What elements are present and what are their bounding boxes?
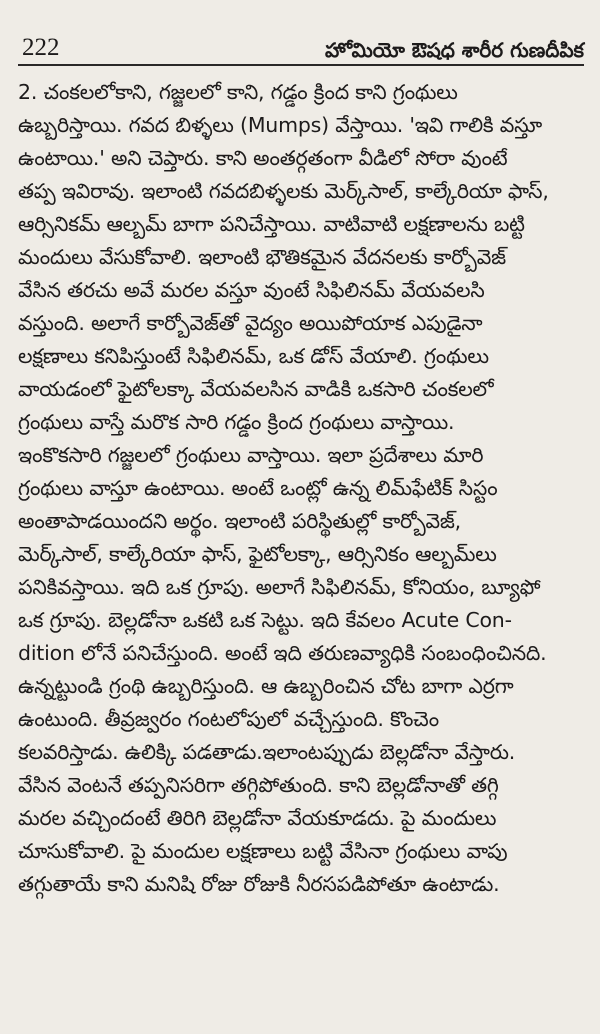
page-header bbox=[18, 22, 584, 66]
text-line: ఇంకొకసారి గజ్జలలో గ్రంథులు వాస్తాయి. ఇలా ప్రదేశాలు మారి bbox=[18, 443, 484, 467]
text-line: మరల వచ్చిందంటే తిరిగి బెల్లడోనా వేయకూడదు. పై మందులు bbox=[18, 806, 497, 830]
text-line: వాయడంలో ఫైటోలక్కా వేయవలసిన వాడికి ఒకసారి చంకలలో bbox=[18, 377, 494, 401]
text-line: ఉబ్బరిస్తాయి. గవద బిళ్ళలు (Mumps) వేస్తాయి. 'ఇవి గాలికి వస్తూ bbox=[18, 113, 543, 137]
text-line: లక్షణాలు కనిపిస్తుంటే సిఫిలినమ్, ఒక డోస్ వేయాలి. గ్రంథులు bbox=[18, 344, 489, 368]
text-line: గ్రంథులు వాస్తే మరొక సారి గడ్డం క్రింద గ్రంథులు వాస్తాయి. bbox=[18, 410, 455, 434]
text-line: 2. చంకలలోకాని, గజ్జలలో కాని, గడ్డం క్రింద కాని గ్రంథులు bbox=[18, 80, 458, 104]
text-line: ఆర్సినికమ్ ఆల్బమ్ బాగా పనిచేస్తాయి. వాటివాటి లక్షణాలను బట్టి bbox=[18, 212, 525, 236]
text-line: తగ్గుతాయే కాని మనిషి రోజు రోజుకి నీరసపడిపోతూ ఉంటాడు. bbox=[18, 872, 500, 896]
text-line: ఉంటాయి.' అని చెప్తారు. కాని అంతర్గతంగా వీడిలో సోరా వుంటే bbox=[18, 146, 508, 170]
running-title: హోమియో ఔషధ శారీర గుణదీపిక bbox=[324, 38, 584, 62]
text-line: చూసుకోవాలి. పై మందుల లక్షణాలు బట్టి వేసినా గ్రంథులు వాపు bbox=[18, 839, 508, 863]
text-line: పనికివస్తాయి. ఇది ఒక గ్రూపు. అలాగే సిఫిలినమ్, కోనియం, బ్యూఫో bbox=[18, 575, 541, 599]
text-line: అంతాపాడయిందని అర్థం. ఇలాంటి పరిస్థితుల్లో కార్బోవెజ్, bbox=[18, 509, 461, 533]
text-line: మందులు వేసుకోవాలి. ఇలాంటి భౌతికమైన వేదనలకు కార్బోవెజ్ bbox=[18, 245, 506, 269]
text-line: dition లోనే పనిచేస్తుంది. అంటే ఇది తరుణవ్యాధికి సంబంధించినది. bbox=[18, 641, 547, 665]
text-line: కలవరిస్తాడు. ఉలిక్కి పడతాడు.ఇలాంటప్పుడు బెల్లడోనా వేస్తారు. bbox=[18, 740, 516, 764]
text-line: గ్రంథులు వాస్తూ ఉంటాయి. అంటే ఒంట్లో ఉన్న లిమ్‌ఫేటిక్ సిస్టం bbox=[18, 476, 498, 500]
text-line: తప్ప ఇవిరావు. ఇలాంటి గవదబిళ్ళలకు మెర్క్‌సాల్, కాల్కేరియా ఫాస్, bbox=[18, 179, 549, 203]
text-line: వస్తుంది. అలాగే కార్బోవెజ్‌తో వైద్యం అయిపోయాక ఎపుడైనా bbox=[18, 311, 483, 335]
text-line: మెర్క్‌సాల్, కాల్కేరియా ఫాస్, ఫైటోలక్కా, ఆర్సినికం ఆల్బమ్‌లు bbox=[18, 542, 497, 566]
text-line: వేసిన తరచు అవే మరల వస్తూ వుంటే సిఫిలినమ్ వేయవలసి bbox=[18, 278, 485, 302]
text-line: ఉన్నట్టుండి గ్రంథి ఉబ్బరిస్తుంది. ఆ ఉబ్బరించిన చోట బాగా ఎర్రగా bbox=[18, 674, 514, 698]
page-number: 222 bbox=[22, 34, 60, 61]
text-line: వేసిన వెంటనే తప్పనిసరిగా తగ్గిపోతుంది. కాని బెల్లడోనాతో తగ్గి bbox=[18, 773, 499, 797]
body-text bbox=[18, 76, 584, 901]
text-line: ఉంటుంది. తీవ్రజ్వరం గంటలోపులో వచ్చేస్తుంది. కొంచెం bbox=[18, 707, 439, 731]
text-line: ఒక గ్రూపు. బెల్లడోనా ఒకటి ఒక సెట్టు. ఇది కేవలం Acute Con- bbox=[18, 608, 512, 632]
